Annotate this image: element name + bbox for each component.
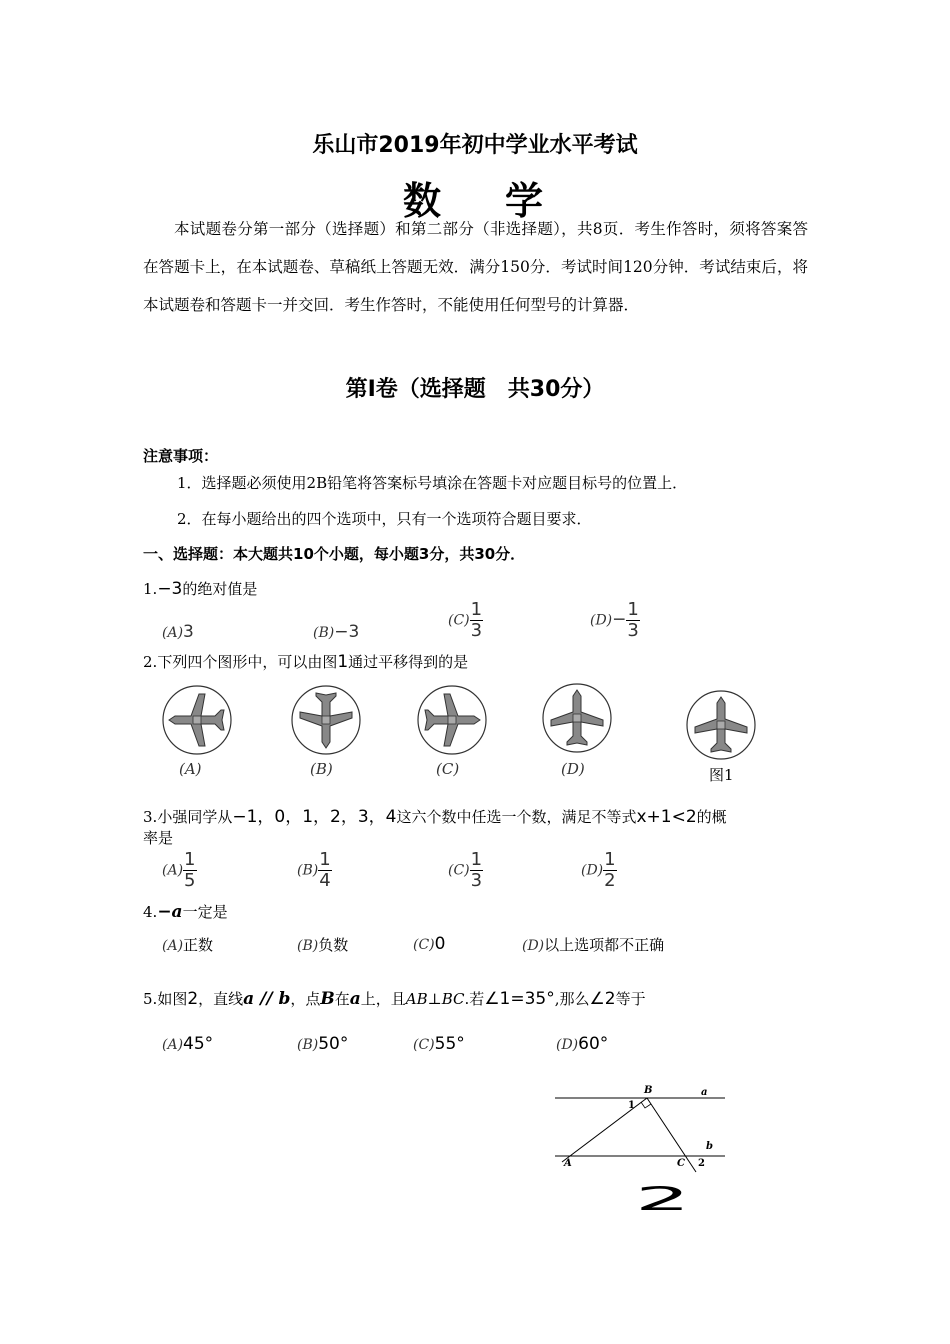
numerator: 1 (319, 849, 331, 870)
q5-diagram (540, 1080, 740, 1220)
q3-option-b (297, 850, 332, 891)
option-label: (C) (448, 862, 470, 879)
q5-b-value: 50° (318, 1034, 349, 1054)
q1-number: 1. (143, 580, 158, 598)
q5-option-d (556, 1034, 608, 1054)
q2-text-2: 通过平移得到的是 (348, 653, 469, 671)
q5-text-2: ，直线 (198, 990, 244, 1008)
q5-text-1: 如图 (157, 990, 188, 1008)
q3-text-4: 率是 (143, 829, 174, 847)
numerator: 1 (470, 599, 483, 620)
label-a-point: A (564, 1158, 572, 1169)
figure-c (418, 686, 486, 754)
intro-text: 本试题卷分第一部分（选择题）和第二部分（非选择题），共8页．考生作答时，须将答案答在答题卡上，在本试题卷、草稿纸上答题无效．满分150分．考试时间120分钟．考试结束后，将本试题卷和答题卡一并交回．考生作答时，不能使用任何型号的计算器． (143, 220, 808, 314)
q4-option-a (162, 934, 213, 955)
q3-numbers: −1，0，1，2，3，4 (232, 807, 397, 827)
q1-a-value: 3 (183, 622, 194, 642)
q4-a-value: 正数 (183, 936, 214, 954)
q1-d-fraction (626, 600, 639, 641)
q5-point: B (320, 989, 335, 1009)
subject-char-1: 数 (402, 179, 445, 223)
q3-d-fraction (603, 850, 616, 891)
q5-option-b (297, 1034, 348, 1054)
numerator: 1 (470, 849, 483, 870)
q3-option-d (581, 850, 617, 891)
q1-c-fraction (470, 600, 483, 641)
q3-a-fraction (183, 850, 196, 891)
q5-a-value: 45° (183, 1034, 214, 1054)
option-label: (B) (297, 862, 319, 879)
q3-text-2: 这六个数中任选一个数，满足不等式 (396, 808, 637, 826)
section-title: 第Ⅰ卷（选择题 共30分） (345, 377, 605, 402)
denominator: 3 (627, 620, 639, 641)
q5-angle2: ∠2 (589, 989, 616, 1009)
q5-option-a (162, 1034, 213, 1054)
plane-icon (169, 694, 224, 746)
q5-text-4: 在 (334, 990, 350, 1008)
denominator: 3 (470, 870, 483, 891)
q1-option-d (590, 600, 640, 641)
denominator: 3 (470, 620, 483, 641)
plane-icon (300, 693, 352, 748)
note-2: 2．在每小题给出的四个选项中，只有一个选项符合题目要求． (177, 510, 592, 528)
q2-number: 2. (143, 653, 158, 671)
q1-expr: −3 (157, 579, 183, 599)
option-label: (A) (162, 1037, 184, 1053)
question-4 (143, 901, 228, 922)
q3-option-c (448, 850, 483, 891)
q5-text-3: ，点 (290, 990, 321, 1008)
q5-option-c (413, 1034, 465, 1054)
label-b-point: B (644, 1085, 653, 1096)
segment-bc (647, 1098, 696, 1172)
q2-figures (0, 680, 950, 790)
q4-d-value: 以上选项都不正确 (544, 936, 665, 954)
option-label: (D) (590, 612, 613, 629)
q4-number: 4. (143, 903, 158, 921)
q2-fig-label: 图1 (709, 766, 734, 784)
label-angle-2: 2 (698, 1158, 705, 1169)
q1-option-c (448, 600, 483, 641)
subject-char-2: 学 (505, 179, 548, 223)
intro-paragraph (143, 210, 808, 324)
q3-text-3: 的概 (696, 808, 727, 826)
q2-fig-ref: 1 (337, 652, 349, 672)
q2-label-b: (B) (310, 760, 333, 778)
q5-parallel: a // b (243, 989, 291, 1009)
right-angle-mark (641, 1102, 651, 1108)
q4-expr: −a (157, 902, 183, 922)
question-2 (143, 651, 468, 672)
part-heading: 一、选择题：本大题共10个小题，每小题3分，共30分． (143, 545, 526, 563)
plane-icon (551, 690, 603, 745)
label-angle-1: 1 (628, 1100, 635, 1111)
option-label: (B) (313, 625, 335, 641)
q4-b-value: 负数 (318, 936, 349, 954)
note-1: 1．选择题必须使用2B铅笔将答案标号填涂在答题卡对应题目标号的位置上． (177, 474, 688, 492)
q5-c-value: 55° (434, 1034, 465, 1054)
option-label: (A) (162, 938, 184, 954)
q2-label-a: (A) (179, 760, 202, 778)
q5-d-value: 60° (578, 1034, 609, 1054)
option-label: (C) (413, 937, 435, 953)
q5-text-5: 上，且 (360, 990, 406, 1008)
q5-text-8: 等于 (615, 990, 646, 1008)
q5-number: 5. (143, 990, 158, 1008)
q3-text-1: 小强同学从 (157, 808, 233, 826)
question-3 (143, 802, 727, 827)
figure-a (163, 686, 231, 754)
q4-option-d (522, 934, 664, 955)
notes-heading: 注意事项： (143, 447, 219, 465)
option-label: (D) (581, 862, 604, 879)
option-label: (B) (297, 938, 319, 954)
option-label: (C) (413, 1037, 435, 1053)
figure-b (292, 686, 360, 754)
denominator: 2 (604, 870, 616, 891)
figure-d (543, 684, 611, 752)
q2-text-1: 下列四个图形中，可以由图 (157, 653, 338, 671)
option-label: (D) (522, 938, 545, 954)
q1-b-value: −3 (334, 622, 360, 642)
figure-1 (687, 691, 755, 759)
option-label: (A) (162, 625, 184, 641)
q3-number: 3. (143, 808, 158, 826)
figure-2-number: 2 (635, 1180, 691, 1218)
q3-b-fraction (318, 850, 331, 891)
q5-text-7: ,那么 (554, 990, 590, 1008)
q5-text-6: .若 (464, 990, 485, 1008)
q4-text: 一定是 (182, 903, 228, 921)
q2-label-d: (D) (561, 760, 585, 778)
q1-text: 的绝对值是 (182, 580, 258, 598)
numerator: 1 (627, 599, 639, 620)
q4-option-c (413, 934, 445, 954)
option-label: (C) (448, 612, 470, 629)
numerator: 1 (604, 849, 616, 870)
denominator: 4 (319, 870, 331, 891)
question-1 (143, 578, 257, 599)
label-line-b: b (706, 1141, 713, 1152)
q5-fig-ref: 2 (187, 989, 199, 1009)
q4-c-value: 0 (434, 934, 446, 954)
q5-perp: AB⊥BC (405, 990, 465, 1008)
q1-d-sign: − (612, 609, 627, 630)
q1-option-a (162, 622, 194, 642)
q4-option-b (297, 934, 348, 955)
q1-option-b (313, 622, 359, 642)
plane-icon (425, 694, 480, 746)
numerator: 1 (184, 849, 196, 870)
option-label: (B) (297, 1037, 319, 1053)
q3-inequality: x+1<2 (636, 807, 697, 827)
q5-line: a (349, 989, 361, 1009)
q2-label-c: (C) (436, 760, 460, 778)
q3-option-a (162, 850, 197, 891)
option-label: (D) (556, 1037, 579, 1053)
label-line-a: a (701, 1087, 708, 1098)
plane-icon (695, 697, 747, 752)
exam-title: 乐山市2019年初中学业水平考试 (312, 133, 638, 158)
option-label: (A) (162, 862, 184, 879)
q3-c-fraction (470, 850, 483, 891)
question-5 (143, 988, 646, 1009)
q5-angle1: ∠1=35° (484, 989, 555, 1009)
denominator: 5 (184, 870, 196, 891)
label-c-point: C (677, 1158, 685, 1169)
